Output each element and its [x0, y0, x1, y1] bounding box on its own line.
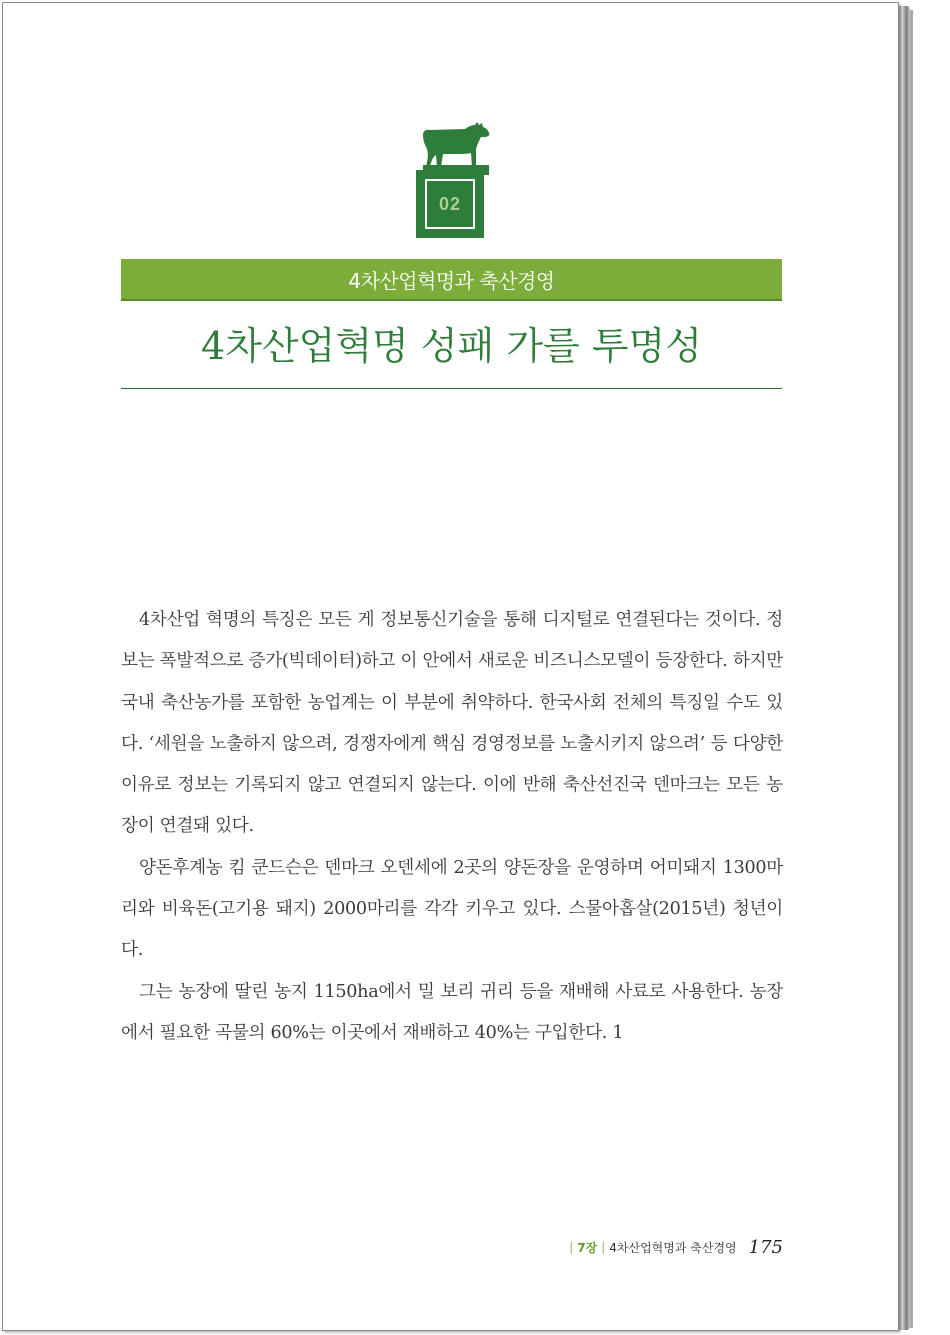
title-divider: [121, 388, 782, 389]
footer-chapter-title: 4차산업혁명과 축산경영: [609, 1240, 737, 1255]
paragraph: 그는 농장에 딸린 농지 1150ha에서 밀 보리 귀리 등을 재배해 사료로 사용한다. 농장에서 필요한 곡물의 60%는 이곳에서 재배하고 40%는 구입한다. 1: [121, 981, 784, 1043]
cow-icon: [421, 121, 491, 175]
page-number: 175: [748, 1236, 783, 1258]
page-edge: [898, 6, 910, 1330]
footer-chapter: 7장: [577, 1240, 598, 1255]
badge-number: 02: [438, 193, 462, 214]
page-edge-shadow: [910, 10, 913, 1328]
paragraph: 4차산업 혁명의 특징은 모든 게 정보통신기술을 통해 디지털로 연결된다는 것이다. 정보는 폭발적으로 증가(빅데이터)하고 이 안에서 새로운 비즈니스모델이 등장한다. 하지만 국내 축산농가를 포함한 농업계는 이 부분에 취약하다. 한국사회 전체의 특징일 수도 있다. ‘세원을 노출하지 않으려, 경쟁자에게 핵심 경영정보를 노출시키지 않으려’ 등 다양한 이유로 정보는 기록되지 않고 연결되지 않는다. 이에 반해 축산선진국 덴마크는 모든 농장이 연결돼 있다.: [121, 610, 784, 837]
chapter-badge: [416, 170, 484, 238]
page-title: 4차산업혁명 성패 가를 투명성: [201, 324, 702, 368]
body-text: [121, 600, 783, 1054]
footer-separator: |: [569, 1240, 574, 1254]
paragraph: 양돈후계농 킴 쿤드슨은 덴마크 오덴세에 2곳의 양돈장을 운영하며 어미돼지 1300마리와 비육돈(고기용 돼지) 2000마리를 각각 키우고 있다. 스물아홉살(2015년) 청년이다.: [121, 857, 783, 961]
badge-frame: [425, 179, 475, 229]
section-bar: [121, 259, 782, 301]
book-page: [2, 2, 899, 1331]
running-footer: [543, 1235, 783, 1259]
footer-separator: |: [601, 1240, 606, 1254]
section-title: 4차산업혁명과 축산경영: [348, 268, 555, 293]
